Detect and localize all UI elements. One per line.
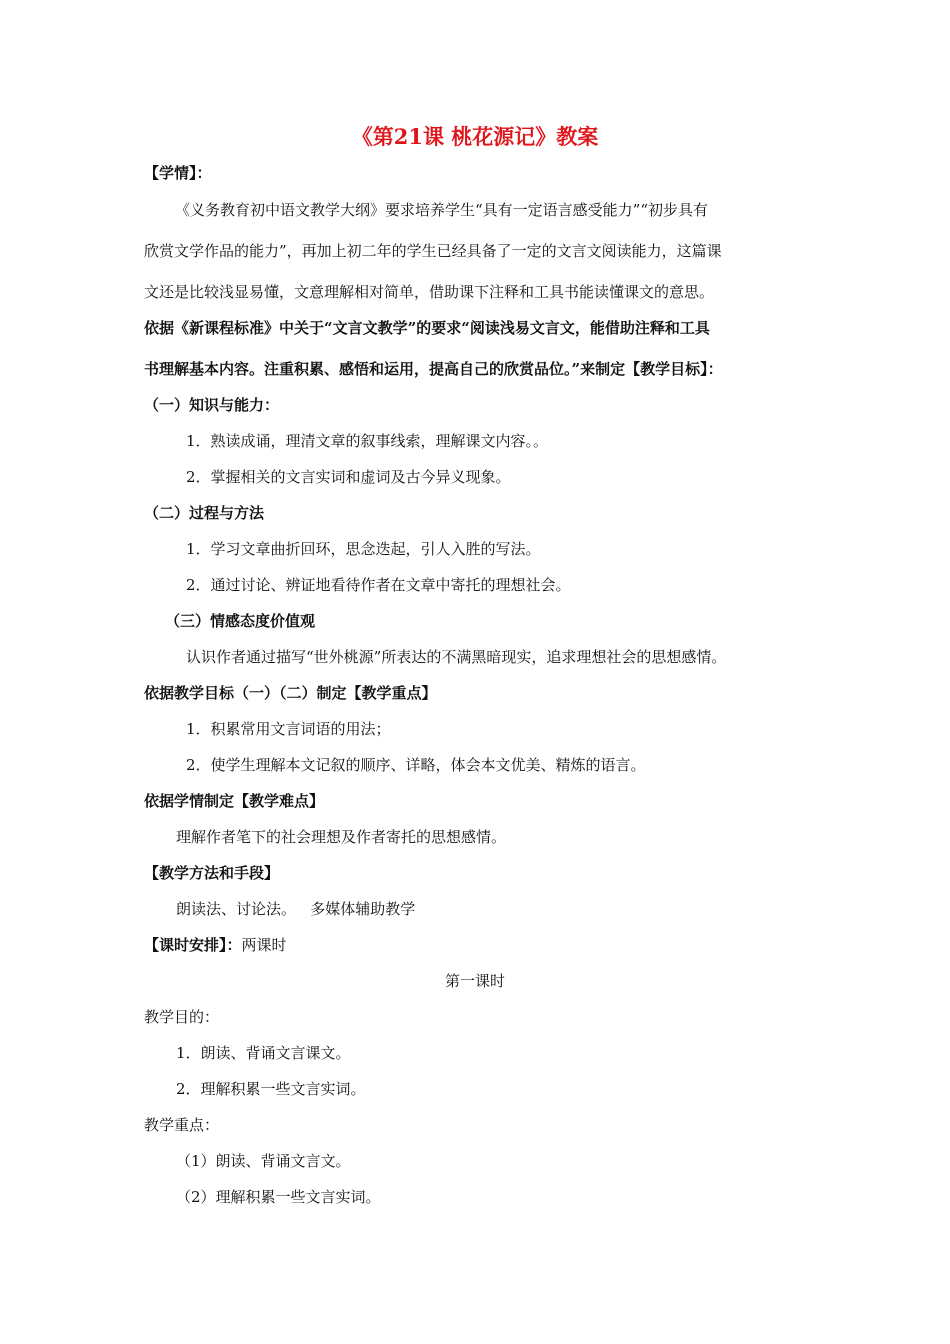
methods-heading: 【教学方法和手段】 bbox=[144, 864, 280, 882]
process-item-1: 1．学习文章曲折回环，思念迭起，引人入胜的写法。 bbox=[186, 540, 541, 558]
xueqing-line-3: 文还是比较浅显易懂，文意理解相对简单，借助课下注释和工具书能读懂课文的意思。 bbox=[144, 283, 715, 301]
methods-text: 朗读法、讨论法。 多媒体辅助教学 bbox=[176, 900, 416, 918]
basis-line-2: 书理解基本内容。注重积累、感悟和运用，提高自己的欣赏品位。”来制定【教学目标】： bbox=[144, 360, 723, 378]
lesson1-aim-1: 1．朗读、背诵文言课文。 bbox=[176, 1044, 351, 1062]
keypoints-heading: 依据教学目标（一）（二）制定【教学重点】 bbox=[144, 684, 437, 702]
schedule-heading: 【课时安排】： bbox=[144, 936, 242, 954]
keypoints-item-2: 2．使学生理解本文记叙的顺序、详略，体会本文优美、精炼的语言。 bbox=[186, 756, 646, 774]
lesson1-key-2: （2）理解积累一些文言实词。 bbox=[176, 1188, 381, 1206]
knowledge-heading: （一）知识与能力： bbox=[144, 396, 280, 414]
schedule-line bbox=[144, 935, 287, 955]
knowledge-item-2: 2．掌握相关的文言实词和虚词及古今异义现象。 bbox=[186, 468, 511, 486]
emotion-heading: （三）情感态度价值观 bbox=[165, 612, 316, 630]
keypoints-item-1: 1．积累常用文言词语的用法； bbox=[186, 720, 391, 738]
emotion-text: 认识作者通过描写“世外桃源”所表达的不满黑暗现实，追求理想社会的思想感情。 bbox=[186, 648, 727, 666]
xueqing-line-2: 欣赏文学作品的能力”，再加上初二年的学生已经具备了一定的文言文阅读能力，这篇课 bbox=[144, 242, 722, 260]
xueqing-heading: 【学情】： bbox=[144, 164, 212, 182]
lesson1-aim-label: 教学目的： bbox=[144, 1008, 220, 1026]
lesson1-key-label: 教学重点： bbox=[144, 1116, 220, 1134]
document-title: 《第21课 桃花源记》教案 bbox=[351, 124, 599, 149]
lesson1-aim-2: 2．理解积累一些文言实词。 bbox=[176, 1080, 366, 1098]
difficulty-text: 理解作者笔下的社会理想及作者寄托的思想感情。 bbox=[176, 828, 507, 846]
difficulty-heading: 依据学情制定【教学难点】 bbox=[144, 792, 325, 810]
xueqing-line-1: 《义务教育初中语文教学大纲》要求培养学生“具有一定语言感受能力”“初步具有 bbox=[175, 201, 709, 219]
lesson1-heading: 第一课时 bbox=[444, 972, 505, 990]
process-heading: （二）过程与方法 bbox=[144, 504, 265, 522]
lesson1-key-1: （1）朗读、背诵文言文。 bbox=[176, 1152, 351, 1170]
basis-line-1: 依据《新课程标准》中关于“文言文教学”的要求“阅读浅易文言文，能借助注释和工具 bbox=[144, 319, 710, 337]
knowledge-item-1: 1．熟读成诵，理清文章的叙事线索，理解课文内容。。 bbox=[186, 432, 549, 450]
process-item-2: 2．通过讨论、辨证地看待作者在文章中寄托的理想社会。 bbox=[186, 576, 571, 594]
schedule-value: 两课时 bbox=[241, 936, 287, 954]
